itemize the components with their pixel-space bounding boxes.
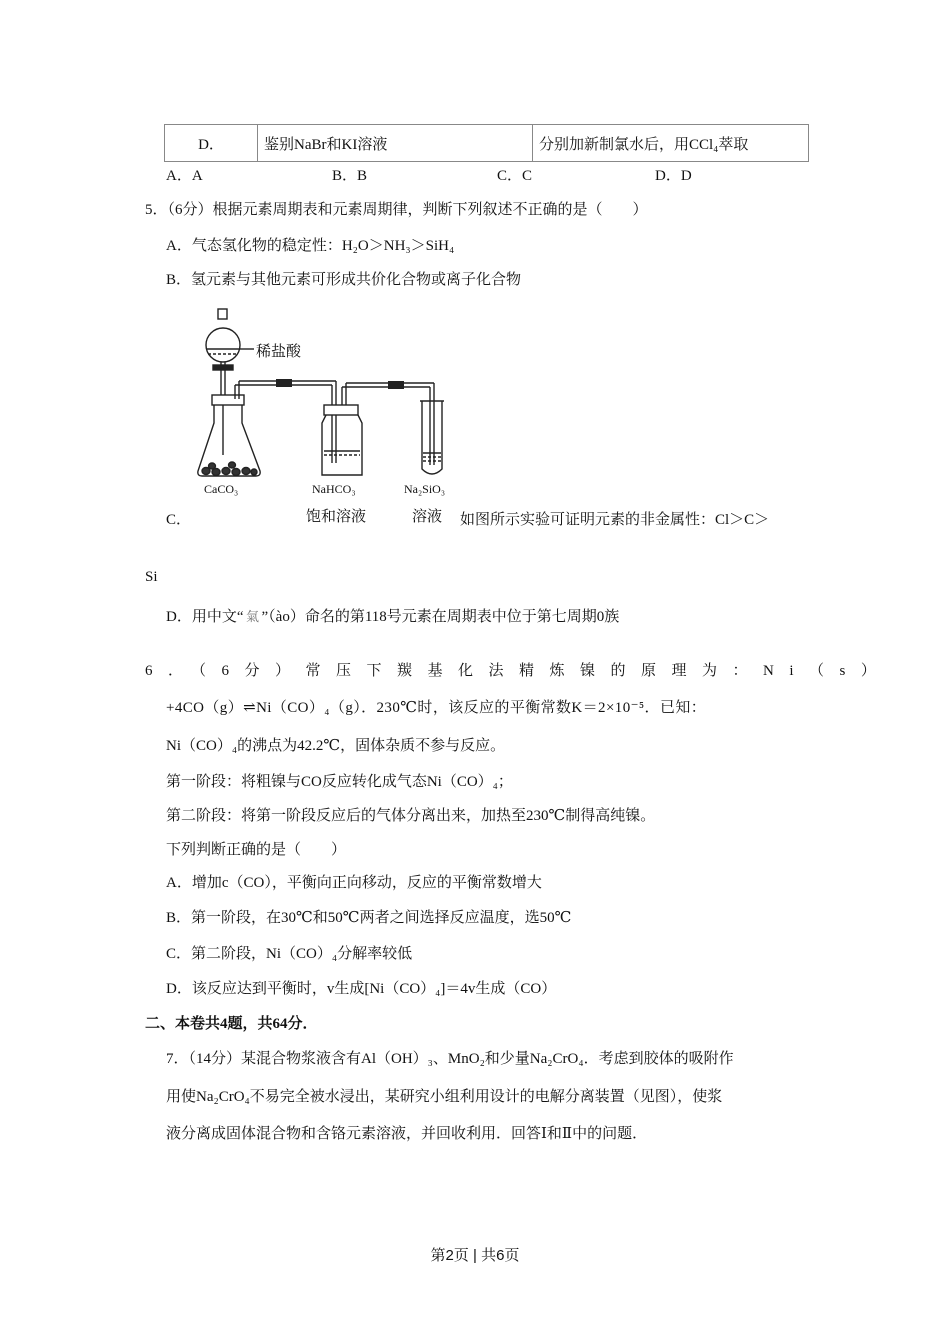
q5-option-c-label: C． xyxy=(166,512,192,528)
q5-option-b: B．氢元素与其他元素可形成共价化合物或离子化合物 xyxy=(166,272,522,288)
tube-label: Na₂SiO₃ xyxy=(404,482,446,496)
acid-label: 稀盐酸 xyxy=(256,342,302,360)
table-row xyxy=(165,125,809,162)
q6-line-2: +4CO（g）⇌Ni（CO）₄（g）．230℃时，该反应的平衡常数K＝2×10⁻⁵．已知： xyxy=(166,700,707,716)
tube-label-2: 溶液 xyxy=(412,507,443,525)
row-method: 分别加新制氯水后，用CCl₄萃取 xyxy=(533,125,809,162)
flask-label: CaCO₃ xyxy=(204,482,239,496)
q6-line-1: 6．（6分）常压下羰基化法精炼镍的原理为：Ni（s） xyxy=(145,663,892,679)
q6-ask: 下列判断正确的是（ ） xyxy=(166,842,347,858)
q5-stem: 5．（6分）根据元素周期表和元素周期律，判断下列叙述不正确的是（ ） xyxy=(145,202,648,218)
row-purpose: 鉴别NaBr和KI溶液 xyxy=(258,125,533,162)
row-label: D． xyxy=(165,125,258,162)
q6-option-c: C．第二阶段，Ni（CO）₄分解率较低 xyxy=(166,946,413,962)
q6-stage-2: 第二阶段：将第一阶段反应后的气体分离出来，加热至230℃制得高纯镍。 xyxy=(166,808,656,824)
wash-bottle xyxy=(322,381,434,475)
q5-option-d-suffix: ”（ào）命名的第118号元素在周期表中位于第七周期0族 xyxy=(261,609,620,625)
q4-option-c: C．C xyxy=(497,168,533,184)
q5-option-a-formula: H₂O＞NH₃＞SiH₄ xyxy=(341,238,455,254)
q4-option-d: D．D xyxy=(655,168,692,184)
q6-option-b: B．第一阶段，在30℃和50℃两者之间选择反应温度，选50℃ xyxy=(166,910,572,926)
page-footer: 第2页 | 共6页 xyxy=(430,1247,520,1264)
q7-line-3: 液分离成固体混合物和含铬元素溶液，并回收利用．回答Ⅰ和Ⅱ中的问题． xyxy=(166,1126,648,1142)
test-tube xyxy=(420,383,444,474)
q6-stage-1: 第一阶段：将粗镍与CO反应转化成气态Ni（CO）₄； xyxy=(166,774,513,790)
conical-flask xyxy=(198,381,336,476)
tube-joint-1 xyxy=(276,379,292,387)
q6-option-a: A．增加c（CO），平衡向正向移动，反应的平衡常数增大 xyxy=(166,875,542,891)
section-heading: 二、本卷共4题，共64分． xyxy=(145,1016,318,1032)
q5-option-a xyxy=(166,236,454,256)
q5-option-c-wrap: Si xyxy=(145,569,158,585)
element-character-image: 氣 xyxy=(245,609,259,624)
q6-line-3: Ni（CO）₄的沸点为42.2℃，固体杂质不参与反应。 xyxy=(166,738,506,754)
q4-option-b: B．B xyxy=(332,168,368,184)
q4-option-a: A．A xyxy=(166,168,203,184)
bottle-label: NaHCO₃ xyxy=(312,482,356,496)
q7-line-1: 7．（14分）某混合物浆液含有Al（OH）₃、MnO₂和少量Na₂CrO₄．考虑到胶体的吸附作 xyxy=(166,1051,734,1067)
options-table xyxy=(164,124,809,162)
q6-option-d: D．该反应达到平衡时，v生成[Ni（CO）₄]＝4v生成（CO） xyxy=(166,981,557,997)
q5-option-a-text: A．气态氢化物的稳定性： xyxy=(166,238,342,254)
tube-joint-2 xyxy=(388,381,404,389)
q5-option-d xyxy=(166,607,619,627)
q5-option-c-text: 如图所示实验可证明元素的非金属性：Cl＞C＞ xyxy=(460,512,770,528)
separatory-funnel xyxy=(206,309,254,395)
q7-line-2: 用使Na₂CrO₄不易完全被水浸出，某研究小组利用设计的电解分离装置（见图），使浆 xyxy=(166,1089,723,1105)
q5-option-d-prefix: D．用中文“ xyxy=(166,609,244,625)
bottle-label-2: 饱和溶液 xyxy=(306,507,367,525)
